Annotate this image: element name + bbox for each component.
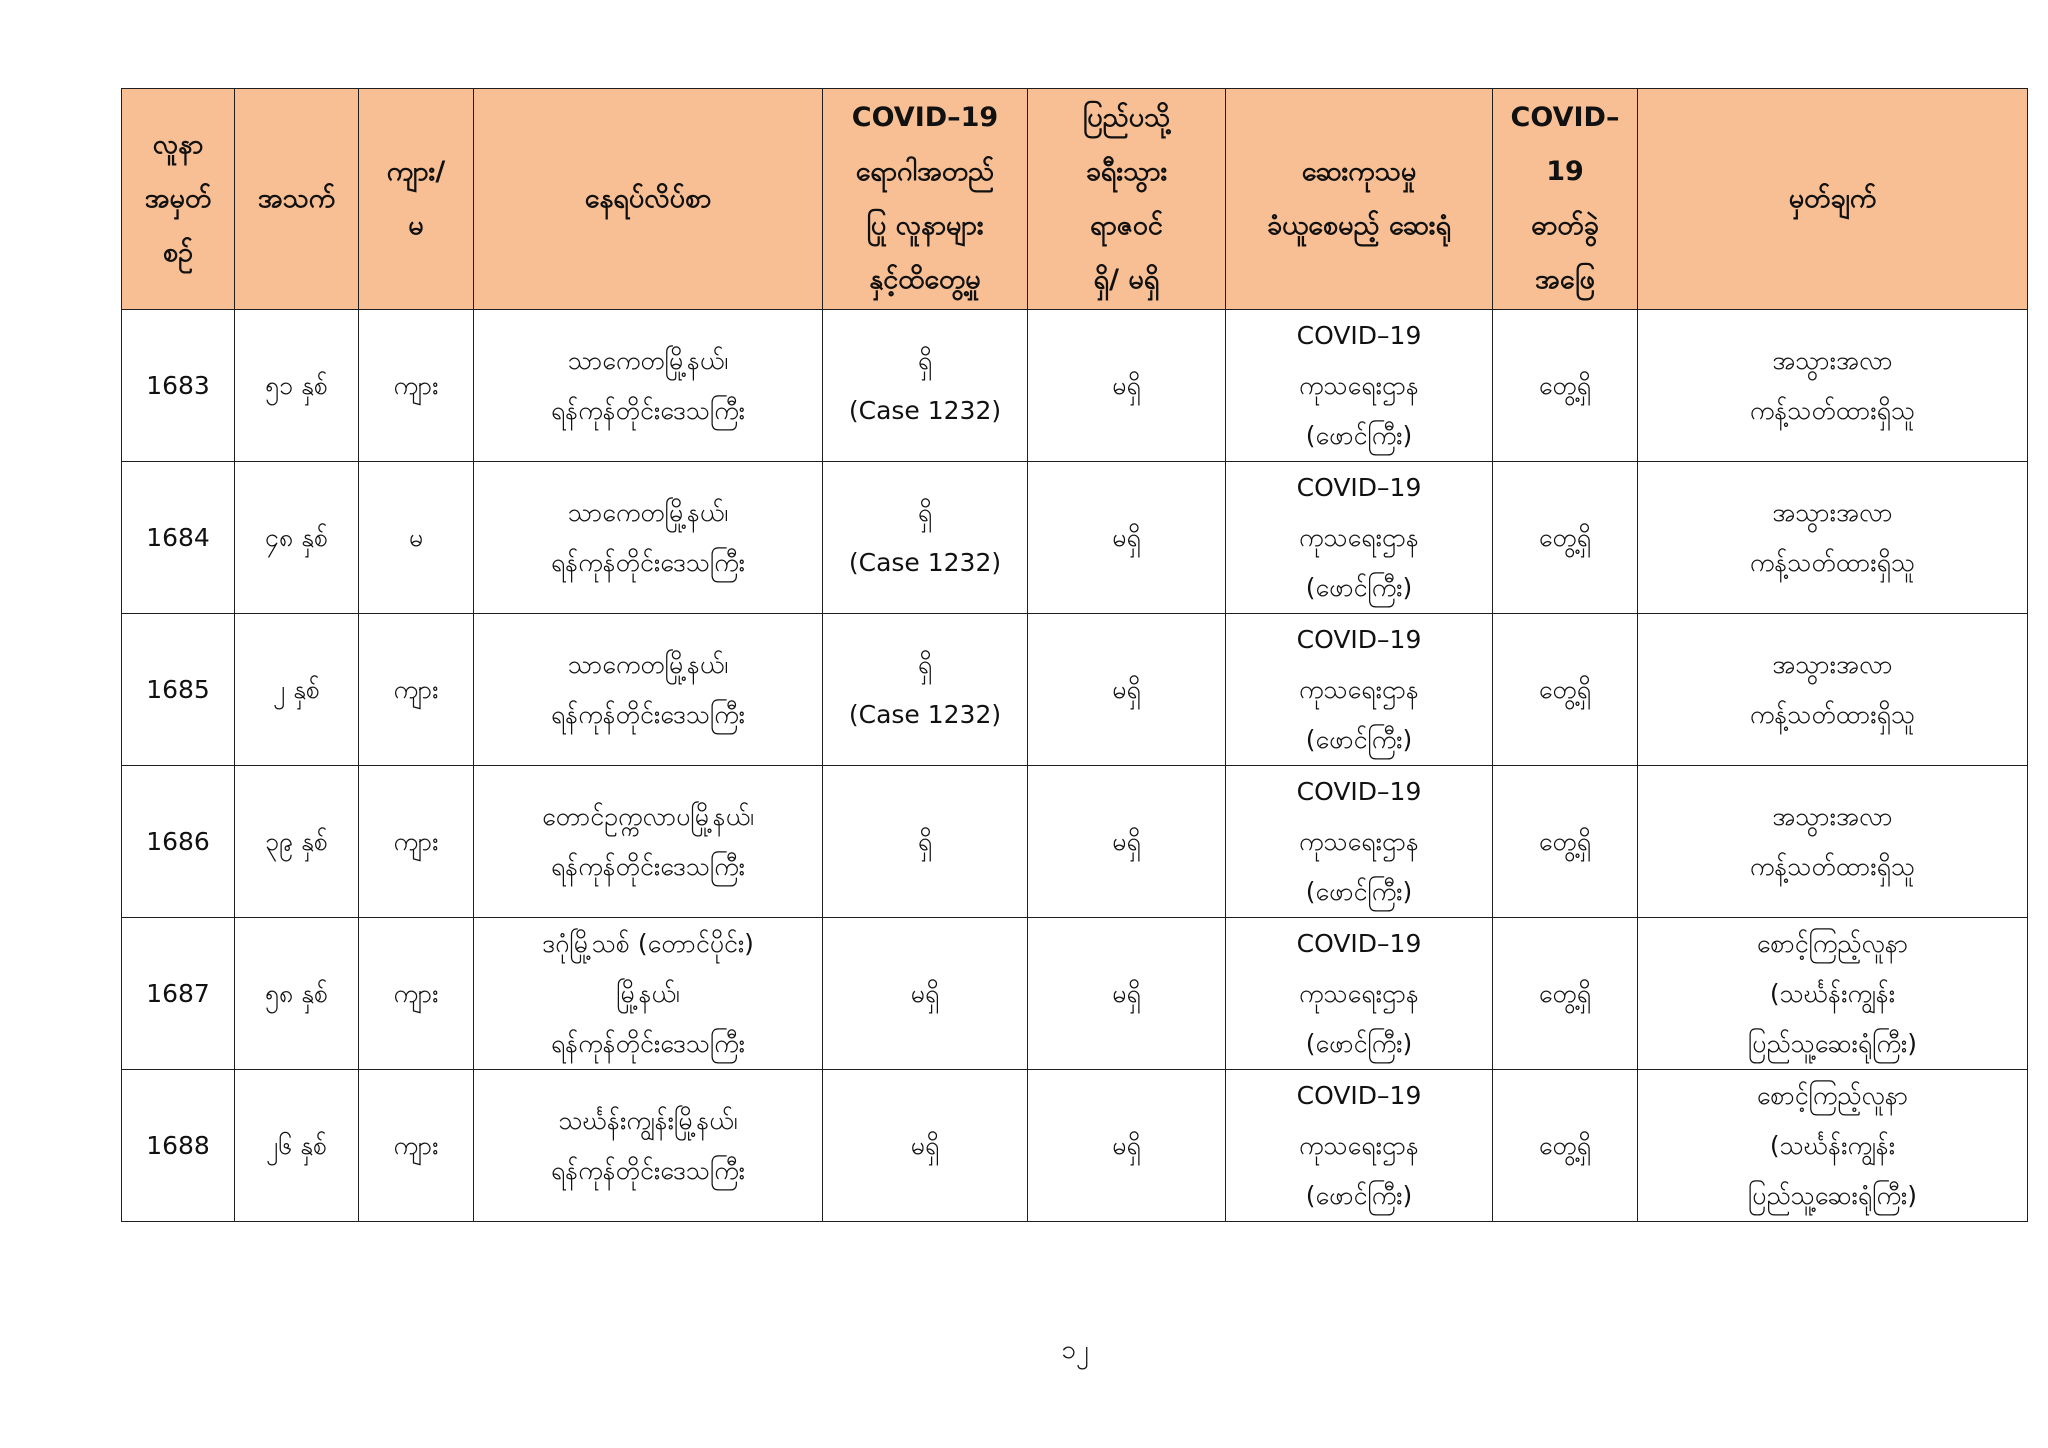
cell-age: ၂ နှစ် bbox=[235, 614, 359, 766]
cell-test-result: တွေ့ရှိ bbox=[1493, 1070, 1638, 1222]
cell-case-no: 1685 bbox=[122, 614, 235, 766]
table-row bbox=[122, 766, 2028, 918]
header-case-no: လူနာ အမှတ် စဉ် bbox=[122, 89, 235, 310]
cell-hospital: COVID–19 ကုသရေးဌာန (ဖောင်ကြီး) bbox=[1226, 614, 1493, 766]
cell-test-result: တွေ့ရှိ bbox=[1493, 462, 1638, 614]
cell-hospital: COVID–19 ကုသရေးဌာန (ဖောင်ကြီး) bbox=[1226, 918, 1493, 1070]
cell-contact: ရှိ bbox=[823, 766, 1028, 918]
table-row bbox=[122, 918, 2028, 1070]
cell-sex: ကျား bbox=[359, 1070, 474, 1222]
cell-remarks: အသွားအလာ ကန့်သတ်ထားရှိသူ bbox=[1638, 310, 2028, 462]
cell-remarks: စောင့်ကြည့်လူနာ (သင်္ဃန်းကျွန်း ပြည်သူ့ဆေးရုံကြီး) bbox=[1638, 1070, 2028, 1222]
cell-hospital: COVID–19 ကုသရေးဌာန (ဖောင်ကြီး) bbox=[1226, 462, 1493, 614]
cell-remarks: အသွားအလာ ကန့်သတ်ထားရှိသူ bbox=[1638, 766, 2028, 918]
cell-sex: မ bbox=[359, 462, 474, 614]
cell-case-no: 1684 bbox=[122, 462, 235, 614]
cell-travel-history: မရှိ bbox=[1028, 766, 1226, 918]
cell-age: ၂၆ နှစ် bbox=[235, 1070, 359, 1222]
cell-sex: ကျား bbox=[359, 310, 474, 462]
cell-address: တောင်ဥက္ကလာပမြို့နယ်၊ ရန်ကုန်တိုင်းဒေသကြီး bbox=[474, 766, 823, 918]
cell-address: သာကေတမြို့နယ်၊ ရန်ကုန်တိုင်းဒေသကြီး bbox=[474, 310, 823, 462]
cell-sex: ကျား bbox=[359, 614, 474, 766]
table-row bbox=[122, 462, 2028, 614]
header-test-result: COVID– 19 ဓာတ်ခွဲ အဖြေ bbox=[1493, 89, 1638, 310]
covid-cases-table bbox=[121, 88, 2028, 1222]
cell-contact: မရှိ bbox=[823, 1070, 1028, 1222]
header-contact: COVID–19 ရောဂါအတည် ပြု လူနာများ နှင့်ထိတွေ့မှု bbox=[823, 89, 1028, 310]
table-row bbox=[122, 1070, 2028, 1222]
table-row bbox=[122, 614, 2028, 766]
cell-address: ဒဂုံမြို့သစ် (တောင်ပိုင်း) မြို့နယ်၊ ရန်ကုန်တိုင်းဒေသကြီး bbox=[474, 918, 823, 1070]
cell-case-no: 1686 bbox=[122, 766, 235, 918]
header-remarks: မှတ်ချက် bbox=[1638, 89, 2028, 310]
cell-contact: မရှိ bbox=[823, 918, 1028, 1070]
cell-travel-history: မရှိ bbox=[1028, 918, 1226, 1070]
cell-remarks: အသွားအလာ ကန့်သတ်ထားရှိသူ bbox=[1638, 462, 2028, 614]
header-travel-history: ပြည်ပသို့ ခရီးသွား ရာဇဝင် ရှိ/ မရှိ bbox=[1028, 89, 1226, 310]
header-hospital: ဆေးကုသမှု ခံယူစေမည့် ဆေးရုံ bbox=[1226, 89, 1493, 310]
cell-remarks: အသွားအလာ ကန့်သတ်ထားရှိသူ bbox=[1638, 614, 2028, 766]
cell-remarks: စောင့်ကြည့်လူနာ (သင်္ဃန်းကျွန်း ပြည်သူ့ဆေးရုံကြီး) bbox=[1638, 918, 2028, 1070]
cell-case-no: 1687 bbox=[122, 918, 235, 1070]
cell-contact: ရှိ (Case 1232) bbox=[823, 310, 1028, 462]
cell-address: သင်္ဃန်းကျွန်းမြို့နယ်၊ ရန်ကုန်တိုင်းဒေသကြီး bbox=[474, 1070, 823, 1222]
cell-travel-history: မရှိ bbox=[1028, 310, 1226, 462]
cell-hospital: COVID–19 ကုသရေးဌာန (ဖောင်ကြီး) bbox=[1226, 310, 1493, 462]
header-age: အသက် bbox=[235, 89, 359, 310]
cell-age: ၄၈ နှစ် bbox=[235, 462, 359, 614]
cell-travel-history: မရှိ bbox=[1028, 1070, 1226, 1222]
cell-contact: ရှိ (Case 1232) bbox=[823, 614, 1028, 766]
cell-case-no: 1683 bbox=[122, 310, 235, 462]
cell-age: ၅၁ နှစ် bbox=[235, 310, 359, 462]
cell-test-result: တွေ့ရှိ bbox=[1493, 766, 1638, 918]
cell-hospital: COVID–19 ကုသရေးဌာန (ဖောင်ကြီး) bbox=[1226, 766, 1493, 918]
cell-test-result: တွေ့ရှိ bbox=[1493, 918, 1638, 1070]
table-row bbox=[122, 310, 2028, 462]
cell-age: ၅၈ နှစ် bbox=[235, 918, 359, 1070]
cell-test-result: တွေ့ရှိ bbox=[1493, 310, 1638, 462]
cell-travel-history: မရှိ bbox=[1028, 614, 1226, 766]
header-sex: ကျား/ မ bbox=[359, 89, 474, 310]
cell-test-result: တွေ့ရှိ bbox=[1493, 614, 1638, 766]
cell-address: သာကေတမြို့နယ်၊ ရန်ကုန်တိုင်းဒေသကြီး bbox=[474, 462, 823, 614]
cell-address: သာကေတမြို့နယ်၊ ရန်ကုန်တိုင်းဒေသကြီး bbox=[474, 614, 823, 766]
page-number: ၁၂ bbox=[1061, 1335, 1089, 1365]
cell-age: ၃၉ နှစ် bbox=[235, 766, 359, 918]
cell-travel-history: မရှိ bbox=[1028, 462, 1226, 614]
cell-contact: ရှိ (Case 1232) bbox=[823, 462, 1028, 614]
header-address: နေရပ်လိပ်စာ bbox=[474, 89, 823, 310]
cell-hospital: COVID–19 ကုသရေးဌာန (ဖောင်ကြီး) bbox=[1226, 1070, 1493, 1222]
cell-sex: ကျား bbox=[359, 918, 474, 1070]
cell-sex: ကျား bbox=[359, 766, 474, 918]
table-header-row bbox=[122, 89, 2028, 310]
cell-case-no: 1688 bbox=[122, 1070, 235, 1222]
